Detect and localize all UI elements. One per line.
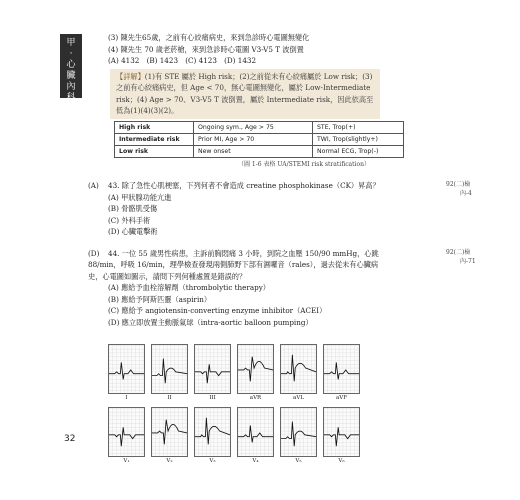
ecg-lead-label: II [167,395,172,401]
option-label: (3) [108,33,119,42]
question-44 [88,248,476,329]
ecg-lead-label: aVR [249,395,262,401]
source-line: 92(二)檢 [446,181,471,188]
risk-cell: Prior MI, Age > 70 [194,133,313,145]
risk-cell: Intermediate risk [115,133,194,145]
option-text: 陳先生 70 歲老菸槍，來到急診時心電圖 V3-V5 T 波倒置 [120,44,304,54]
ecg-lead-label: III [209,395,216,401]
page-number: 32 [64,434,76,444]
option-label: (4) [108,44,119,54]
risk-cell: New onset [194,145,313,157]
question-44-options [88,282,388,328]
option-text: 陳先生65歲，之前有心絞痛病史，來到急診時心電圖無變化 [120,33,310,42]
ecg-trace [280,407,317,457]
answer-option: (D) 應立即放置主動脈氣球（intra-aortic balloon pumping） [108,317,313,327]
risk-row [115,145,404,157]
chapter-char: 心 [66,60,76,70]
ecg-waveform [195,364,230,383]
ecg-trace [151,344,188,394]
question-43 [88,180,472,238]
question-text: 除了急性心肌梗塞，下列何者不會造成 creatine phosphokinase（CK）昇高？ [121,181,380,190]
answer-option: (D) 心臟電擊術 [108,227,158,236]
question-text: 一位 55 歲男性病患，主訴前胸悶痛 3 小時，到院之血壓 150/90 mmHg，心跳 88/min，呼吸 16/min，理學檢查發現兩側肺野下部有濕囉音（rales），過去從未有心臟病史，心電圖如圖示，請問下列何種處置是錯誤的？ [88,248,379,281]
chapter-char: 科 [66,93,76,103]
ecg-lead [151,344,188,403]
risk-row [115,121,404,133]
ecg-lead-label: aVL [293,395,304,401]
ecg-lead-label: V₅ [295,458,302,464]
explanation-text [116,71,374,117]
option-text: (A) 4132 (B) 1423 (C) 4123 (D) 1432 [108,56,257,65]
chapter-char: 臟 [66,71,76,81]
ecg-trace [108,407,145,457]
source-line: 內-4 [460,190,472,197]
ecg-lead-label: I [125,395,128,401]
ecg-trace [280,344,317,394]
ecg-trace [323,344,360,394]
ecg-waveform [109,427,144,446]
ecg-trace [237,344,274,394]
explanation-body: (1)有 STE 屬於 High risk；(2)之前從未有心絞痛屬於 Low risk；(3)之前有心絞痛病史，但 Age < 70，無心電圖無變化，屬於 Low-Intermediate risk；(4) Age > 70、V3-V5 T 波倒置，屬於 Intermediate risk，因此依高至低為(1)(4)(3)(2)。 [116,71,374,115]
source-line: 92(二)檢 [446,248,471,256]
ecg-lead-label: V₁ [123,458,130,464]
answer-key: (D) [88,248,100,258]
option-line [108,32,468,44]
answer-option: (A) 應給予血栓溶解劑（thrombolytic therapy） [108,283,270,292]
option-line [108,44,468,56]
option-line [108,55,468,67]
explanation-box [110,69,380,119]
chapter-char: 內 [66,82,76,92]
ecg-waveform [109,362,144,379]
ecg-waveform [324,362,359,379]
ecg-lead [323,407,360,466]
ecg-lead [237,344,274,403]
ecg-trace [151,407,188,457]
answer-option: (C) 外科手術 [108,215,151,225]
ecg-waveform [324,427,359,446]
risk-cell: Normal ECG, Trop(-) [313,145,404,157]
risk-cell: Low risk [115,145,194,157]
explanation-tag: 【詳解】 [116,71,145,81]
ecg-trace [237,407,274,457]
ecg-lead [108,407,145,466]
ecg-trace [194,344,231,394]
question-43-options [88,192,388,238]
ecg-figure [108,344,368,466]
risk-cell: Ongoing sym., Age > 75 [194,121,313,133]
ecg-lead-label: V₂ [166,458,173,464]
answer-option: (C) 應給予 angiotensin-converting enzyme inhibitor（ACEI） [108,306,327,315]
source-line: 內-71 [460,257,476,265]
risk-table [114,121,404,158]
ecg-lead [194,344,231,403]
answer-option: (B) 骨骼肌受傷 [108,204,158,213]
ecg-chest-leads [108,407,368,466]
ecg-lead [237,407,274,466]
risk-cell: STE, Trop(+) [313,121,404,133]
question-43-stem [88,180,388,192]
ecg-lead-label: V₃ [209,458,216,464]
ecg-lead [280,407,317,466]
answer-key: (A) [88,181,99,190]
answer-option: (B) 應給予阿斯匹靈（aspirin） [108,294,212,304]
ecg-lead [151,407,188,466]
ecg-lead [194,407,231,466]
ecg-lead [280,344,317,403]
ecg-lead-label: aVF [335,395,348,401]
question-43-source [446,180,486,198]
ecg-trace [194,407,231,457]
risk-cell: TWI, Trop(slightly+) [313,133,404,145]
ecg-limb-leads [108,344,368,403]
ecg-trace [323,407,360,457]
chapter-char: · [69,49,73,59]
ecg-waveform [238,425,273,442]
risk-table-caption: （圖 1-6 表格 UA/STEMI risk stratification） [238,160,370,168]
ecg-trace [108,344,145,394]
previous-question-options [88,32,468,67]
answer-option: (A) 甲狀腺功能亢進 [108,192,172,202]
question-44-source [446,248,486,266]
chapter-char: 甲 [66,38,76,48]
ecg-lead-label: V₄ [252,458,259,464]
question-44-stem [88,248,388,283]
page-content [88,32,476,328]
risk-cell: High risk [115,121,194,133]
risk-row [115,133,404,145]
ecg-lead [323,344,360,403]
ecg-lead-label: V₆ [338,458,345,464]
question-number: 44. [108,248,120,258]
question-number: 43. [108,181,120,190]
chapter-tab [60,34,82,103]
ecg-lead [108,344,145,403]
